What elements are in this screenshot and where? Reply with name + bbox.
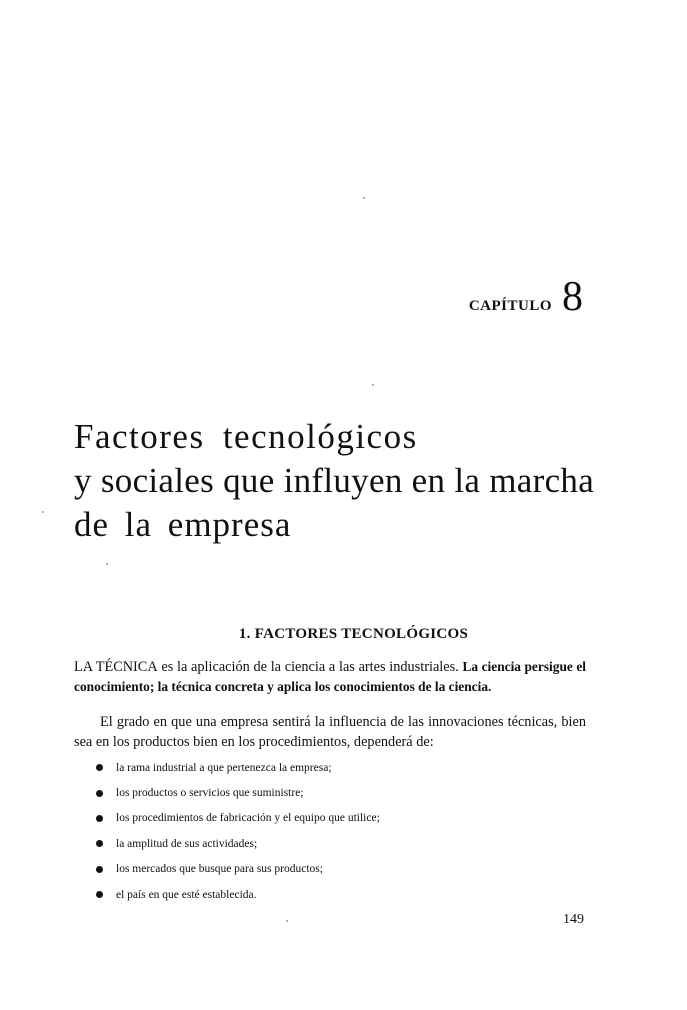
paragraph-definition-emphasis: La ciencia persigue el conocimiento; la técnica concreta y aplica los conocimientos de la ciencia. bbox=[74, 659, 586, 694]
chapter-number: 8 bbox=[562, 274, 583, 320]
list-item bbox=[96, 806, 380, 831]
scan-speck bbox=[106, 563, 108, 565]
chapter-title-line-1: Factores tecnológicos bbox=[74, 417, 418, 456]
list-item-text: el país en que esté establecida. bbox=[116, 888, 257, 901]
chapter-title-line-3: de la empresa bbox=[74, 505, 292, 544]
bullet-icon bbox=[96, 764, 103, 771]
bullet-icon bbox=[96, 840, 103, 847]
paragraph-lead: LA TÉCNICA bbox=[74, 659, 158, 675]
chapter-label bbox=[469, 276, 583, 318]
chapter-word: CAPÍTULO bbox=[468, 298, 552, 314]
list-item bbox=[96, 831, 380, 856]
scan-speck bbox=[363, 197, 365, 199]
list-item-text: los productos o servicios que suministre; bbox=[116, 787, 304, 800]
paragraph-definition bbox=[74, 657, 586, 697]
scan-speck bbox=[42, 511, 44, 513]
bullet-icon bbox=[96, 790, 103, 797]
list-item bbox=[96, 755, 380, 780]
scan-speck bbox=[372, 384, 374, 386]
chapter-title-line-2: y sociales que influyen en la marcha bbox=[74, 461, 595, 500]
list-item bbox=[96, 857, 380, 882]
list-item-text: los procedimientos de fabricación y el equipo que utilice; bbox=[116, 812, 380, 825]
chapter-title bbox=[74, 415, 634, 547]
list-item-text: la rama industrial a que pertenezca la empresa; bbox=[116, 761, 332, 774]
list-item bbox=[96, 780, 380, 805]
scan-speck bbox=[286, 920, 288, 922]
bullet-icon bbox=[96, 891, 103, 898]
bullet-icon bbox=[96, 815, 103, 822]
page-number: 149 bbox=[563, 912, 584, 927]
paragraph-influence: El grado en que una empresa sentirá la influencia de las innovaciones técnicas, bien sea en los productos bien en los procedimientos, dependerá de: bbox=[74, 714, 586, 750]
list-item-text: los mercados que busque para sus productos; bbox=[116, 863, 323, 876]
list-item-text: la amplitud de sus actividades; bbox=[116, 837, 258, 850]
paragraph-definition-text: es la aplicación de la ciencia a las artes industriales. bbox=[157, 659, 463, 675]
factor-list bbox=[96, 755, 380, 907]
list-item bbox=[96, 882, 380, 907]
section-heading: 1. FACTORES TECNOLÓGICOS bbox=[238, 626, 469, 642]
bullet-icon bbox=[96, 866, 103, 873]
